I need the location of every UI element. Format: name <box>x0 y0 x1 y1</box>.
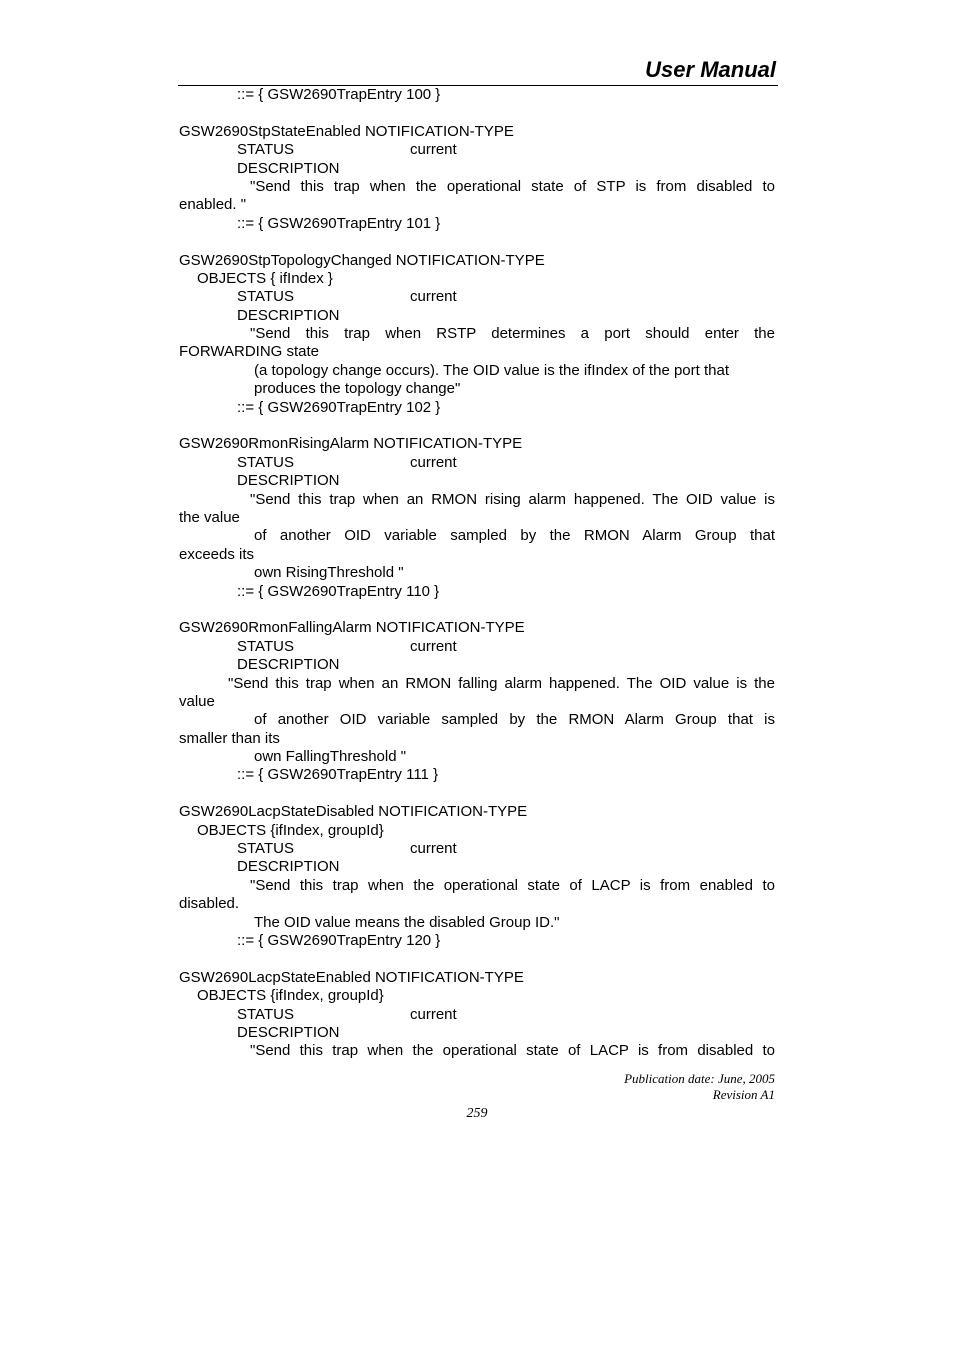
publication-date: Publication date: June, 2005 <box>624 1071 775 1086</box>
revision: Revision A1 <box>712 1087 775 1102</box>
text-line: DESCRIPTION <box>237 306 340 324</box>
status-key: STATUS <box>237 288 294 306</box>
text-line: ::= { GSW2690TrapEntry 110 } <box>237 582 440 600</box>
text-line: ::= { GSW2690TrapEntry 120 } <box>237 931 441 949</box>
status-line <box>179 454 775 472</box>
status-key: STATUS <box>237 1005 294 1023</box>
text-line: OBJECTS { ifIndex } <box>197 269 333 287</box>
text-line: ::= { GSW2690TrapEntry 111 } <box>237 766 439 784</box>
text-line: own FallingThreshold " <box>254 748 407 766</box>
text-line: OBJECTS {ifIndex, groupId} <box>197 821 384 839</box>
status-line <box>179 141 775 159</box>
text-line: exceeds its <box>179 545 255 563</box>
blank-line <box>179 417 775 435</box>
text-line: OBJECTS {ifIndex, groupId} <box>197 987 384 1005</box>
text-line: "Send this trap when an RMON rising alarm happened. The OID value is <box>250 490 775 508</box>
status-key: STATUS <box>237 637 294 655</box>
page-header-title: User Manual <box>645 57 776 82</box>
status-value: current <box>410 453 457 471</box>
text-line: "Send this trap when RSTP determines a port should enter the <box>250 325 775 343</box>
text-line: GSW2690LacpStateEnabled NOTIFICATION-TYPE <box>179 968 524 986</box>
status-value: current <box>410 141 457 159</box>
text-line: disabled. <box>179 895 240 913</box>
blank-line <box>179 950 775 968</box>
document-body <box>179 86 775 1061</box>
text-line: "Send this trap when the operational state of STP is from disabled to <box>250 177 775 195</box>
text-line: ::= { GSW2690TrapEntry 100 } <box>237 86 441 103</box>
text-line: own RisingThreshold " <box>254 564 404 582</box>
text-line: "Send this trap when an RMON falling alarm happened. The OID value is the <box>228 674 775 692</box>
text-line: The OID value means the disabled Group ID." <box>254 913 560 931</box>
page-footer <box>624 1071 775 1103</box>
text-line: DESCRIPTION <box>237 159 340 177</box>
text-line: produces the topology change" <box>254 380 461 398</box>
blank-line <box>179 233 775 251</box>
text-line: DESCRIPTION <box>237 656 340 674</box>
text-line: "Send this trap when the operational state of LACP is from disabled to <box>250 1042 775 1060</box>
text-line: GSW2690StpStateEnabled NOTIFICATION-TYPE <box>179 122 514 140</box>
blank-line <box>179 601 775 619</box>
status-key: STATUS <box>237 840 294 858</box>
blank-line <box>179 104 775 122</box>
text-line: DESCRIPTION <box>237 858 340 876</box>
status-value: current <box>410 288 457 306</box>
text-line: (a topology change occurs). The OID value is the ifIndex of the port that <box>254 361 729 379</box>
status-value: current <box>410 637 457 655</box>
status-line <box>179 840 775 858</box>
text-line: GSW2690StpTopologyChanged NOTIFICATION-TYPE <box>179 251 545 269</box>
status-value: current <box>410 1005 457 1023</box>
text-line: the value <box>179 508 240 526</box>
blank-line <box>179 785 775 803</box>
page-number: 259 <box>466 1106 488 1121</box>
status-value: current <box>410 840 457 858</box>
text-line: of another OID variable sampled by the RMON Alarm Group that is <box>254 711 775 729</box>
text-line: smaller than its <box>179 729 280 747</box>
text-line: GSW2690LacpStateDisabled NOTIFICATION-TYPE <box>179 803 528 821</box>
text-line: "Send this trap when the operational state of LACP is from enabled to <box>250 876 775 894</box>
text-line: DESCRIPTION <box>237 472 340 490</box>
text-line: ::= { GSW2690TrapEntry 102 } <box>237 398 441 416</box>
status-line <box>179 638 775 656</box>
status-key: STATUS <box>237 453 294 471</box>
text-line: GSW2690RmonFallingAlarm NOTIFICATION-TYPE <box>179 619 525 637</box>
text-line: of another OID variable sampled by the RMON Alarm Group that <box>254 527 775 545</box>
text-line: enabled. " <box>179 196 247 214</box>
status-line <box>179 288 775 306</box>
text-line: GSW2690RmonRisingAlarm NOTIFICATION-TYPE <box>179 435 523 453</box>
text-line: FORWARDING state <box>179 343 320 361</box>
status-key: STATUS <box>237 141 294 159</box>
text-line: ::= { GSW2690TrapEntry 101 } <box>237 214 441 232</box>
text-line: value <box>179 692 215 710</box>
text-line: DESCRIPTION <box>237 1023 340 1041</box>
status-line <box>179 1006 775 1024</box>
